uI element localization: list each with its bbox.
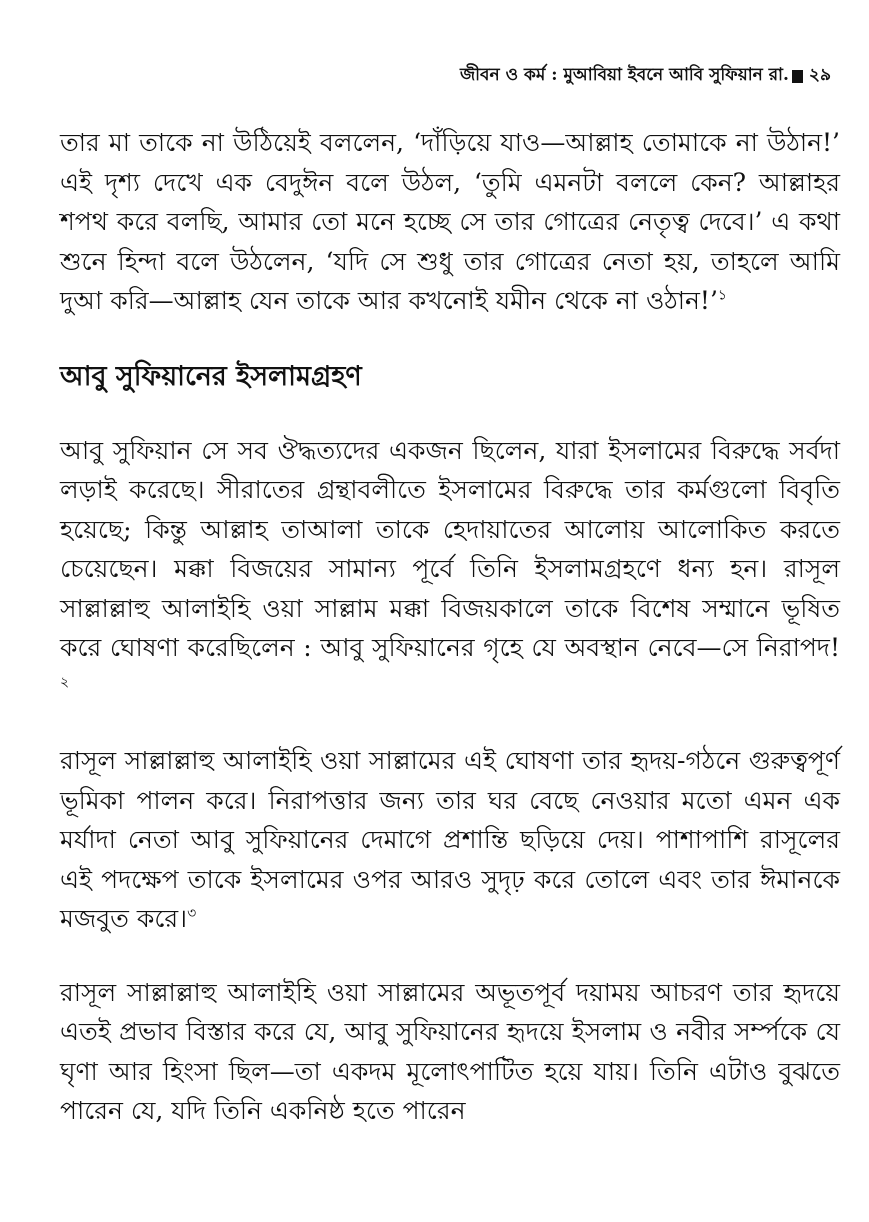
section-heading: আবু সুফিয়ানের ইসলামগ্রহণ: [60, 360, 362, 392]
paragraph-spacer: [60, 707, 840, 741]
paragraph-4: [60, 973, 840, 1131]
page-body: [60, 123, 840, 1131]
paragraph-text: আবু সুফিয়ান সে সব ঔদ্ধত্যদের একজন ছিলেন, যারা ইসলামের বিরুদ্ধে সর্বদা লড়াই করেছে। সীরাতের গ্রন্থাবলীতে ইসলামের বিরুদ্ধে তার কর্মগুলো বিবৃতি হয়েছে; কিন্তু আল্লাহ তাআলা তাকে হেদায়াতের আলোয় আলোকিত করতে চেয়েছেন। মক্কা বিজয়ের সামান্য পূর্বে তিনি ইসলামগ্রহণে ধন্য হন। রাসূল সাল্লাল্লাহু আলাইহি ওয়া সাল্লাম মক্কা বিজয়কালে তাকে বিশেষ সম্মানে ভূষিত করে ঘোষণা করেছিলেন : আবু সুফিয়ানের গৃহে যে অবস্থান নেবে—সে নিরাপদ!: [60, 435, 840, 662]
paragraph-text: তার মা তাকে না উঠিয়েই বললেন, ‘দাঁড়িয়ে যাও—আল্লাহ তোমাকে না উঠান!’ এই দৃশ্য দেখে এক বেদুঈন বলে উঠল, ‘তুমি এমনটা বললে কেন? আল্লাহর শপথ করে বলছি, আমার তো মনে হচ্ছে সে তার গোত্রের নেতৃত্ব দেবে।’ এ কথা শুনে হিন্দা বলে উঠলেন, ‘যদি সে শুধু তার গোত্রের নেতা হয়, তাহলে আমি দুআ করি—আল্লাহ যেন তাকে আর কখনোই যমীন থেকে না ওঠান!’: [60, 128, 840, 315]
running-header: [460, 62, 831, 90]
header-separator-square: [792, 70, 803, 83]
paragraph-text: রাসূল সাল্লাল্লাহু আলাইহি ওয়া সাল্লামের এই ঘোষণা তার হৃদয়-গঠনে গুরুত্বপূর্ণ ভূমিকা পালন করে। নিরাপত্তার জন্য তার ঘর বেছে নেওয়ার মতো এমন এক মর্যাদা নেতা আবু সুফিয়ানের দেমাগে প্রশান্তি ছড়িয়ে দেয়। পাশাপাশি রাসূলের এই পদক্ষেপ তাকে ইসলামের ওপর আরও সুদৃঢ় করে তোলে এবং তার ঈমানকে মজবুত করে।: [60, 746, 841, 933]
page-number: ২৯: [808, 65, 831, 85]
footnote-marker: ১: [717, 287, 728, 304]
paragraph-text: রাসূল সাল্লাল্লাহু আলাইহি ওয়া সাল্লামের অভূতপূর্ব দয়াময় আচরণ তার হৃদয়ে এতই প্রভাব বিস্তার করে যে, আবু সুফিয়ানের হৃদয়ে ইসলাম ও নবীর সর্ম্পকে যে ঘৃণা আর হিংসা ছিল—তা একদম মূলোৎপাটিত হয়ে যায়। তিনি এটাও বুঝতে পারেন যে, যদি তিনি একনিষ্ঠ হতে পারেন: [60, 977, 840, 1125]
paragraph-spacer: [60, 939, 840, 973]
running-title: জীবন ও কর্ম : মুআবিয়া ইবনে আবি সুফিয়ান রা.: [459, 65, 789, 85]
footnote-marker: ২: [60, 674, 70, 691]
paragraph-2: [60, 431, 840, 708]
paragraph-3: [60, 741, 840, 939]
footnote-marker: ৩: [187, 905, 197, 922]
paragraph-1: [60, 123, 840, 321]
